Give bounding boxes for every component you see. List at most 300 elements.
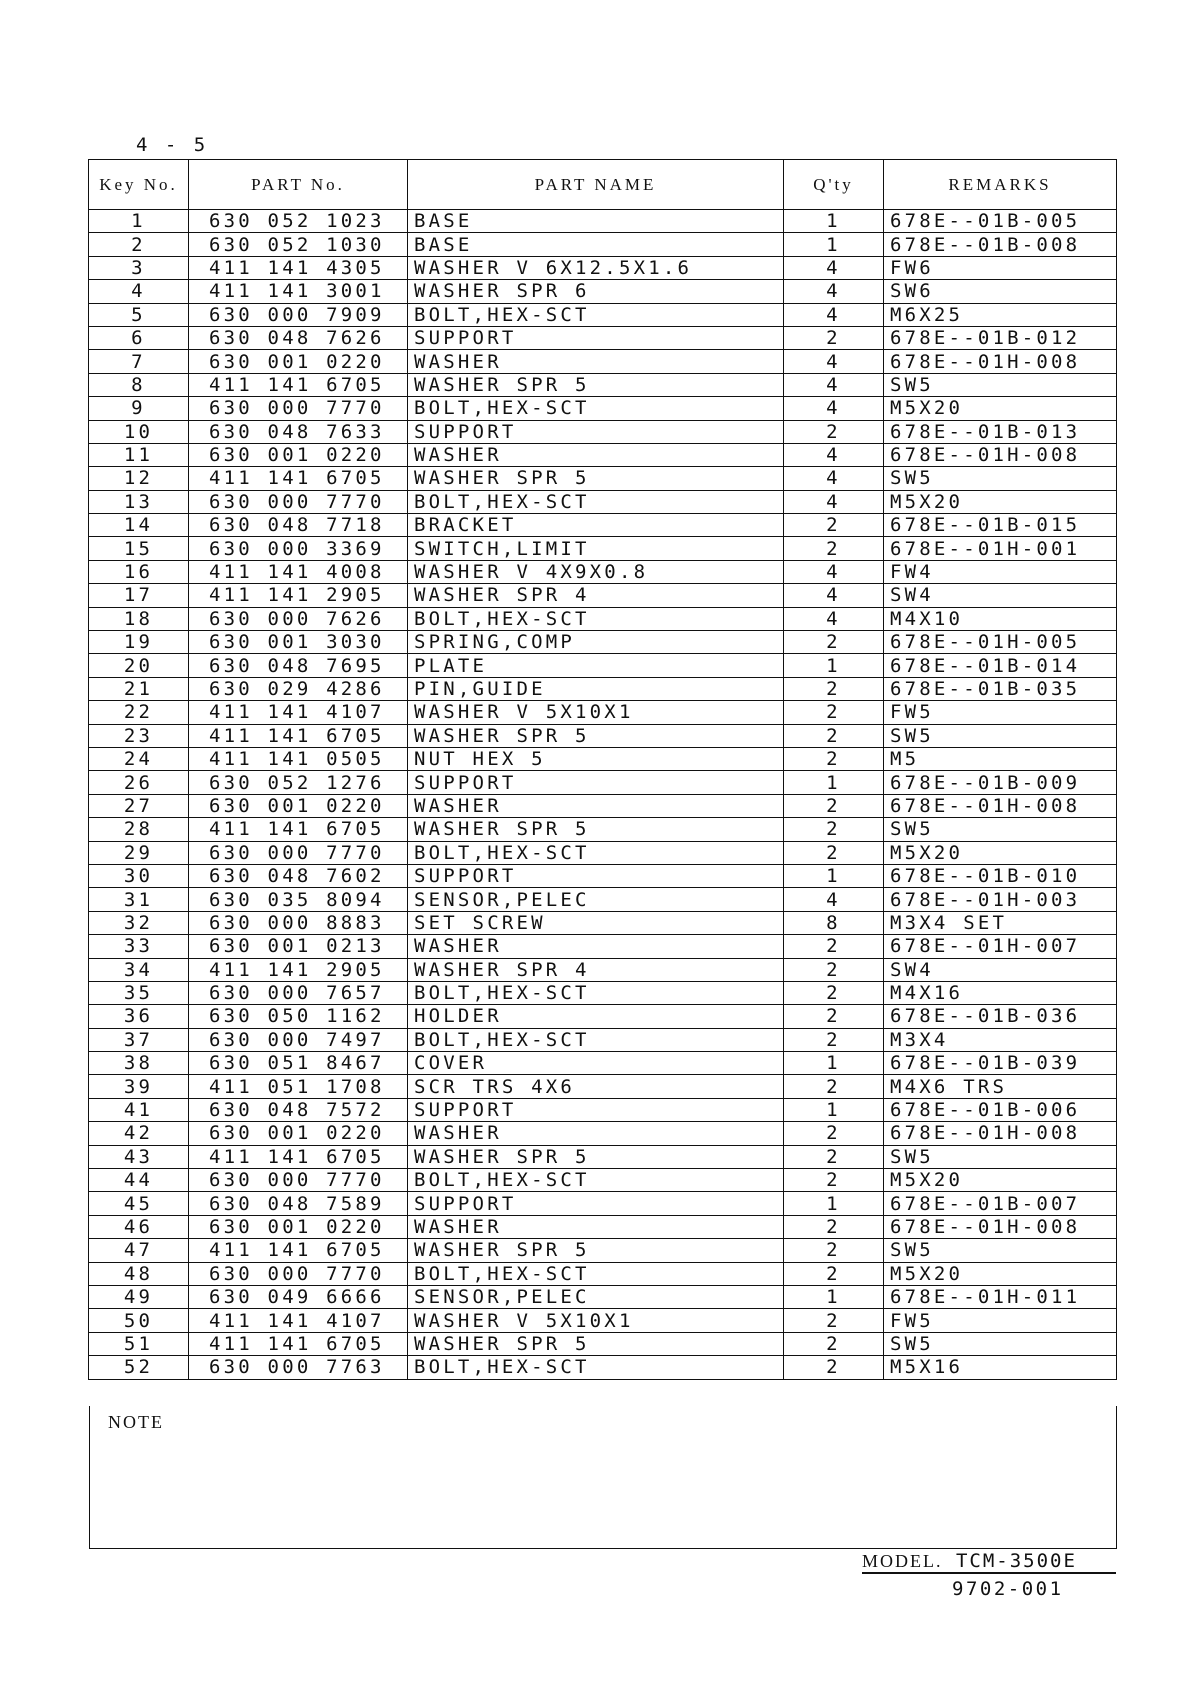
cell-qty: 2 <box>784 794 884 817</box>
cell-qty: 2 <box>784 1215 884 1238</box>
cell-qty: 2 <box>784 841 884 864</box>
cell-remarks: FW5 <box>884 701 1117 724</box>
cell-remarks: 678E--01B-005 <box>884 210 1117 233</box>
parts-table <box>88 159 1117 1380</box>
cell-part-name: WASHER SPR 5 <box>408 724 784 747</box>
cell-remarks: 678E--01H-011 <box>884 1285 1117 1308</box>
cell-remarks: SW4 <box>884 584 1117 607</box>
table-row <box>89 631 1117 654</box>
table-row <box>89 490 1117 513</box>
table-row <box>89 1145 1117 1168</box>
cell-key-no: 3 <box>89 256 189 279</box>
cell-part-no: 630 001 0220 <box>189 794 408 817</box>
cell-qty: 2 <box>784 747 884 770</box>
cell-part-name: SUPPORT <box>408 864 784 887</box>
cell-qty: 2 <box>784 724 884 747</box>
cell-remarks: SW5 <box>884 818 1117 841</box>
cell-qty: 4 <box>784 373 884 396</box>
cell-part-name: WASHER V 5X10X1 <box>408 1309 784 1332</box>
cell-remarks: M3X4 SET <box>884 911 1117 934</box>
cell-part-name: BOLT,HEX-SCT <box>408 1169 784 1192</box>
cell-part-name: BOLT,HEX-SCT <box>408 1356 784 1379</box>
cell-part-no: 630 051 8467 <box>189 1052 408 1075</box>
header-key-no: Key No. <box>89 160 189 210</box>
table-row <box>89 1192 1117 1215</box>
cell-qty: 2 <box>784 1122 884 1145</box>
cell-part-no: 630 001 0220 <box>189 1215 408 1238</box>
table-row <box>89 677 1117 700</box>
cell-remarks: M4X10 <box>884 607 1117 630</box>
cell-key-no: 21 <box>89 677 189 700</box>
cell-part-no: 630 000 3369 <box>189 537 408 560</box>
cell-part-name: WASHER <box>408 794 784 817</box>
cell-qty: 4 <box>784 560 884 583</box>
cell-part-no: 630 001 0220 <box>189 1122 408 1145</box>
cell-key-no: 12 <box>89 467 189 490</box>
cell-remarks: FW5 <box>884 1309 1117 1332</box>
cell-part-no: 630 000 7770 <box>189 1262 408 1285</box>
cell-qty: 2 <box>784 631 884 654</box>
cell-qty: 1 <box>784 1052 884 1075</box>
cell-key-no: 49 <box>89 1285 189 1308</box>
model-number: TCM-3500E <box>955 1550 1077 1572</box>
cell-part-no: 630 035 8094 <box>189 888 408 911</box>
cell-qty: 4 <box>784 303 884 326</box>
cell-part-no: 630 049 6666 <box>189 1285 408 1308</box>
cell-qty: 2 <box>784 701 884 724</box>
table-row <box>89 1122 1117 1145</box>
table-row <box>89 350 1117 373</box>
cell-part-name: BOLT,HEX-SCT <box>408 841 784 864</box>
cell-qty: 2 <box>784 1145 884 1168</box>
table-row <box>89 326 1117 349</box>
table-row <box>89 280 1117 303</box>
cell-key-no: 1 <box>89 210 189 233</box>
cell-part-no: 630 000 7497 <box>189 1028 408 1051</box>
cell-part-no: 630 048 7718 <box>189 514 408 537</box>
cell-remarks: 678E--01H-003 <box>884 888 1117 911</box>
document-code: 9702-001 <box>952 1578 1064 1600</box>
cell-remarks: 678E--01H-007 <box>884 935 1117 958</box>
table-row <box>89 584 1117 607</box>
cell-key-no: 14 <box>89 514 189 537</box>
cell-qty: 2 <box>784 420 884 443</box>
cell-qty: 2 <box>784 1309 884 1332</box>
cell-part-name: WASHER SPR 5 <box>408 818 784 841</box>
cell-key-no: 4 <box>89 280 189 303</box>
table-row <box>89 654 1117 677</box>
cell-remarks: M6X25 <box>884 303 1117 326</box>
cell-key-no: 33 <box>89 935 189 958</box>
cell-part-name: WASHER SPR 4 <box>408 958 784 981</box>
table-row <box>89 467 1117 490</box>
cell-key-no: 50 <box>89 1309 189 1332</box>
table-row <box>89 1239 1117 1262</box>
table-row <box>89 864 1117 887</box>
cell-qty: 4 <box>784 397 884 420</box>
cell-remarks: M5X16 <box>884 1356 1117 1379</box>
cell-remarks: FW6 <box>884 256 1117 279</box>
cell-part-name: BASE <box>408 210 784 233</box>
cell-remarks: M5X20 <box>884 841 1117 864</box>
table-row <box>89 373 1117 396</box>
cell-remarks: M5X20 <box>884 397 1117 420</box>
cell-part-name: PIN,GUIDE <box>408 677 784 700</box>
note-label: NOTE <box>108 1412 164 1432</box>
table-row <box>89 1028 1117 1051</box>
cell-qty: 4 <box>784 280 884 303</box>
cell-part-no: 411 141 4107 <box>189 1309 408 1332</box>
cell-part-no: 630 000 7770 <box>189 841 408 864</box>
cell-part-name: BRACKET <box>408 514 784 537</box>
cell-key-no: 11 <box>89 443 189 466</box>
cell-remarks: 678E--01B-009 <box>884 771 1117 794</box>
cell-part-no: 630 048 7572 <box>189 1098 408 1121</box>
cell-key-no: 15 <box>89 537 189 560</box>
cell-remarks: SW5 <box>884 373 1117 396</box>
cell-part-name: SUPPORT <box>408 1192 784 1215</box>
cell-part-name: HOLDER <box>408 1005 784 1028</box>
cell-key-no: 9 <box>89 397 189 420</box>
cell-qty: 2 <box>784 935 884 958</box>
cell-part-no: 630 029 4286 <box>189 677 408 700</box>
cell-part-no: 630 000 7770 <box>189 397 408 420</box>
cell-key-no: 51 <box>89 1332 189 1355</box>
table-row <box>89 256 1117 279</box>
cell-key-no: 17 <box>89 584 189 607</box>
cell-part-no: 630 000 7657 <box>189 981 408 1004</box>
cell-qty: 2 <box>784 1169 884 1192</box>
cell-remarks: 678E--01H-008 <box>884 350 1117 373</box>
cell-remarks: SW5 <box>884 1145 1117 1168</box>
cell-key-no: 29 <box>89 841 189 864</box>
cell-part-no: 630 000 8883 <box>189 911 408 934</box>
table-row <box>89 443 1117 466</box>
cell-key-no: 48 <box>89 1262 189 1285</box>
table-row <box>89 794 1117 817</box>
cell-qty: 2 <box>784 1075 884 1098</box>
cell-remarks: 678E--01B-012 <box>884 326 1117 349</box>
table-row <box>89 935 1117 958</box>
cell-part-no: 411 141 2905 <box>189 584 408 607</box>
cell-key-no: 23 <box>89 724 189 747</box>
cell-part-no: 630 050 1162 <box>189 1005 408 1028</box>
table-row <box>89 607 1117 630</box>
cell-part-name: WASHER SPR 6 <box>408 280 784 303</box>
cell-remarks: SW5 <box>884 1239 1117 1262</box>
cell-remarks: M5X20 <box>884 1169 1117 1192</box>
cell-qty: 1 <box>784 654 884 677</box>
cell-qty: 1 <box>784 210 884 233</box>
table-row <box>89 1332 1117 1355</box>
table-row <box>89 888 1117 911</box>
model-line <box>862 1550 1116 1574</box>
cell-key-no: 20 <box>89 654 189 677</box>
cell-remarks: 678E--01B-036 <box>884 1005 1117 1028</box>
cell-key-no: 52 <box>89 1356 189 1379</box>
cell-qty: 2 <box>784 514 884 537</box>
table-row <box>89 1075 1117 1098</box>
cell-remarks: SW5 <box>884 1332 1117 1355</box>
cell-qty: 1 <box>784 771 884 794</box>
cell-key-no: 10 <box>89 420 189 443</box>
cell-part-no: 630 000 7763 <box>189 1356 408 1379</box>
cell-remarks: 678E--01H-001 <box>884 537 1117 560</box>
cell-qty: 2 <box>784 537 884 560</box>
table-row <box>89 958 1117 981</box>
cell-remarks: 678E--01B-007 <box>884 1192 1117 1215</box>
cell-key-no: 18 <box>89 607 189 630</box>
cell-part-no: 630 000 7626 <box>189 607 408 630</box>
cell-part-no: 411 141 6705 <box>189 1332 408 1355</box>
cell-part-name: NUT HEX 5 <box>408 747 784 770</box>
cell-part-no: 630 001 3030 <box>189 631 408 654</box>
cell-remarks: 678E--01B-010 <box>884 864 1117 887</box>
cell-part-name: WASHER V 4X9X0.8 <box>408 560 784 583</box>
cell-qty: 4 <box>784 607 884 630</box>
cell-key-no: 45 <box>89 1192 189 1215</box>
cell-part-no: 411 141 4107 <box>189 701 408 724</box>
cell-part-name: BOLT,HEX-SCT <box>408 981 784 1004</box>
cell-qty: 2 <box>784 1239 884 1262</box>
header-remarks: REMARKS <box>884 160 1117 210</box>
cell-part-name: BASE <box>408 233 784 256</box>
cell-key-no: 41 <box>89 1098 189 1121</box>
cell-key-no: 28 <box>89 818 189 841</box>
cell-qty: 2 <box>784 677 884 700</box>
cell-qty: 2 <box>784 981 884 1004</box>
model-label: MODEL. <box>862 1551 943 1571</box>
cell-remarks: M4X16 <box>884 981 1117 1004</box>
cell-key-no: 46 <box>89 1215 189 1238</box>
cell-key-no: 26 <box>89 771 189 794</box>
cell-key-no: 38 <box>89 1052 189 1075</box>
cell-key-no: 19 <box>89 631 189 654</box>
cell-qty: 1 <box>784 1285 884 1308</box>
cell-part-no: 630 052 1030 <box>189 233 408 256</box>
cell-part-name: SUPPORT <box>408 326 784 349</box>
cell-part-no: 411 141 0505 <box>189 747 408 770</box>
cell-key-no: 24 <box>89 747 189 770</box>
cell-part-name: WASHER SPR 5 <box>408 1145 784 1168</box>
cell-qty: 4 <box>784 584 884 607</box>
cell-qty: 2 <box>784 326 884 349</box>
cell-key-no: 5 <box>89 303 189 326</box>
cell-part-no: 411 141 6705 <box>189 818 408 841</box>
cell-key-no: 44 <box>89 1169 189 1192</box>
cell-part-no: 411 141 6705 <box>189 1239 408 1262</box>
cell-remarks: 678E--01H-008 <box>884 794 1117 817</box>
cell-part-name: WASHER <box>408 350 784 373</box>
cell-part-name: WASHER <box>408 1122 784 1145</box>
cell-remarks: 678E--01H-008 <box>884 1122 1117 1145</box>
cell-part-name: SWITCH,LIMIT <box>408 537 784 560</box>
cell-part-no: 630 048 7589 <box>189 1192 408 1215</box>
cell-remarks: M5X20 <box>884 490 1117 513</box>
cell-remarks: M5X20 <box>884 1262 1117 1285</box>
table-row <box>89 841 1117 864</box>
table-row <box>89 1262 1117 1285</box>
table-row <box>89 747 1117 770</box>
cell-remarks: 678E--01B-006 <box>884 1098 1117 1121</box>
cell-key-no: 16 <box>89 560 189 583</box>
cell-part-name: WASHER <box>408 443 784 466</box>
cell-qty: 1 <box>784 1192 884 1215</box>
cell-remarks: M4X6 TRS <box>884 1075 1117 1098</box>
cell-part-name: WASHER SPR 5 <box>408 467 784 490</box>
cell-remarks: 678E--01B-008 <box>884 233 1117 256</box>
cell-part-no: 630 052 1023 <box>189 210 408 233</box>
cell-part-name: SUPPORT <box>408 771 784 794</box>
cell-part-name: SUPPORT <box>408 420 784 443</box>
table-row <box>89 818 1117 841</box>
cell-key-no: 36 <box>89 1005 189 1028</box>
table-row <box>89 210 1117 233</box>
cell-part-name: WASHER <box>408 1215 784 1238</box>
cell-part-name: BOLT,HEX-SCT <box>408 397 784 420</box>
cell-key-no: 22 <box>89 701 189 724</box>
cell-remarks: 678E--01B-013 <box>884 420 1117 443</box>
cell-remarks: M5 <box>884 747 1117 770</box>
cell-part-name: SCR TRS 4X6 <box>408 1075 784 1098</box>
cell-remarks: SW5 <box>884 724 1117 747</box>
table-row <box>89 1052 1117 1075</box>
cell-key-no: 32 <box>89 911 189 934</box>
cell-part-no: 630 048 7633 <box>189 420 408 443</box>
cell-part-name: PLATE <box>408 654 784 677</box>
table-row <box>89 233 1117 256</box>
table-row <box>89 1169 1117 1192</box>
cell-qty: 4 <box>784 490 884 513</box>
cell-part-name: WASHER V 6X12.5X1.6 <box>408 256 784 279</box>
cell-key-no: 6 <box>89 326 189 349</box>
cell-remarks: M3X4 <box>884 1028 1117 1051</box>
cell-part-name: WASHER V 5X10X1 <box>408 701 784 724</box>
cell-qty: 2 <box>784 958 884 981</box>
cell-remarks: FW4 <box>884 560 1117 583</box>
cell-qty: 2 <box>784 1332 884 1355</box>
table-row <box>89 560 1117 583</box>
table-row <box>89 420 1117 443</box>
cell-part-name: WASHER SPR 5 <box>408 1239 784 1262</box>
cell-qty: 2 <box>784 1356 884 1379</box>
cell-qty: 2 <box>784 1028 884 1051</box>
cell-key-no: 47 <box>89 1239 189 1262</box>
cell-qty: 4 <box>784 443 884 466</box>
cell-remarks: 678E--01H-008 <box>884 443 1117 466</box>
table-row <box>89 1285 1117 1308</box>
cell-qty: 4 <box>784 467 884 490</box>
header-part-name: PART NAME <box>408 160 784 210</box>
table-row <box>89 397 1117 420</box>
cell-part-no: 411 051 1708 <box>189 1075 408 1098</box>
header-qty: Q'ty <box>784 160 884 210</box>
cell-part-name: WASHER SPR 4 <box>408 584 784 607</box>
table-row <box>89 981 1117 1004</box>
cell-part-no: 411 141 2905 <box>189 958 408 981</box>
cell-part-no: 411 141 6705 <box>189 373 408 396</box>
cell-part-no: 630 000 7770 <box>189 490 408 513</box>
cell-part-name: SET SCREW <box>408 911 784 934</box>
table-row <box>89 1098 1117 1121</box>
cell-remarks: 678E--01H-008 <box>884 1215 1117 1238</box>
cell-part-name: BOLT,HEX-SCT <box>408 490 784 513</box>
cell-part-no: 411 141 4008 <box>189 560 408 583</box>
cell-part-no: 411 141 6705 <box>189 724 408 747</box>
table-row <box>89 911 1117 934</box>
table-row <box>89 724 1117 747</box>
cell-part-no: 630 048 7602 <box>189 864 408 887</box>
cell-qty: 1 <box>784 864 884 887</box>
cell-part-no: 630 000 7770 <box>189 1169 408 1192</box>
cell-part-name: SENSOR,PELEC <box>408 888 784 911</box>
cell-key-no: 30 <box>89 864 189 887</box>
cell-remarks: 678E--01B-015 <box>884 514 1117 537</box>
cell-key-no: 27 <box>89 794 189 817</box>
cell-key-no: 7 <box>89 350 189 373</box>
cell-key-no: 43 <box>89 1145 189 1168</box>
cell-qty: 8 <box>784 911 884 934</box>
cell-part-no: 630 000 7909 <box>189 303 408 326</box>
cell-part-no: 630 048 7695 <box>189 654 408 677</box>
header-part-no: PART No. <box>189 160 408 210</box>
cell-remarks: 678E--01H-005 <box>884 631 1117 654</box>
cell-key-no: 35 <box>89 981 189 1004</box>
cell-remarks: SW5 <box>884 467 1117 490</box>
table-row <box>89 1356 1117 1379</box>
cell-remarks: SW6 <box>884 280 1117 303</box>
cell-part-name: SENSOR,PELEC <box>408 1285 784 1308</box>
table-row <box>89 771 1117 794</box>
table-row <box>89 701 1117 724</box>
cell-qty: 2 <box>784 818 884 841</box>
cell-key-no: 8 <box>89 373 189 396</box>
cell-qty: 4 <box>784 888 884 911</box>
cell-remarks: SW4 <box>884 958 1117 981</box>
cell-part-no: 630 001 0213 <box>189 935 408 958</box>
cell-qty: 1 <box>784 1098 884 1121</box>
cell-part-name: WASHER SPR 5 <box>408 1332 784 1355</box>
table-row <box>89 514 1117 537</box>
cell-qty: 4 <box>784 256 884 279</box>
cell-part-no: 411 141 6705 <box>189 467 408 490</box>
cell-part-no: 630 052 1276 <box>189 771 408 794</box>
cell-part-no: 630 001 0220 <box>189 443 408 466</box>
cell-part-name: BOLT,HEX-SCT <box>408 1262 784 1285</box>
cell-qty: 2 <box>784 1005 884 1028</box>
cell-part-name: BOLT,HEX-SCT <box>408 303 784 326</box>
cell-key-no: 31 <box>89 888 189 911</box>
cell-part-no: 630 048 7626 <box>189 326 408 349</box>
table-row <box>89 1309 1117 1332</box>
cell-part-no: 630 001 0220 <box>189 350 408 373</box>
cell-part-name: SPRING,COMP <box>408 631 784 654</box>
table-row <box>89 537 1117 560</box>
note-box <box>89 1406 1117 1549</box>
cell-qty: 2 <box>784 1262 884 1285</box>
cell-key-no: 2 <box>89 233 189 256</box>
table-row <box>89 1215 1117 1238</box>
cell-part-name: SUPPORT <box>408 1098 784 1121</box>
cell-remarks: 678E--01B-039 <box>884 1052 1117 1075</box>
cell-remarks: 678E--01B-035 <box>884 677 1117 700</box>
cell-part-name: COVER <box>408 1052 784 1075</box>
cell-qty: 4 <box>784 350 884 373</box>
cell-part-name: BOLT,HEX-SCT <box>408 607 784 630</box>
cell-part-no: 411 141 6705 <box>189 1145 408 1168</box>
cell-key-no: 13 <box>89 490 189 513</box>
cell-qty: 1 <box>784 233 884 256</box>
